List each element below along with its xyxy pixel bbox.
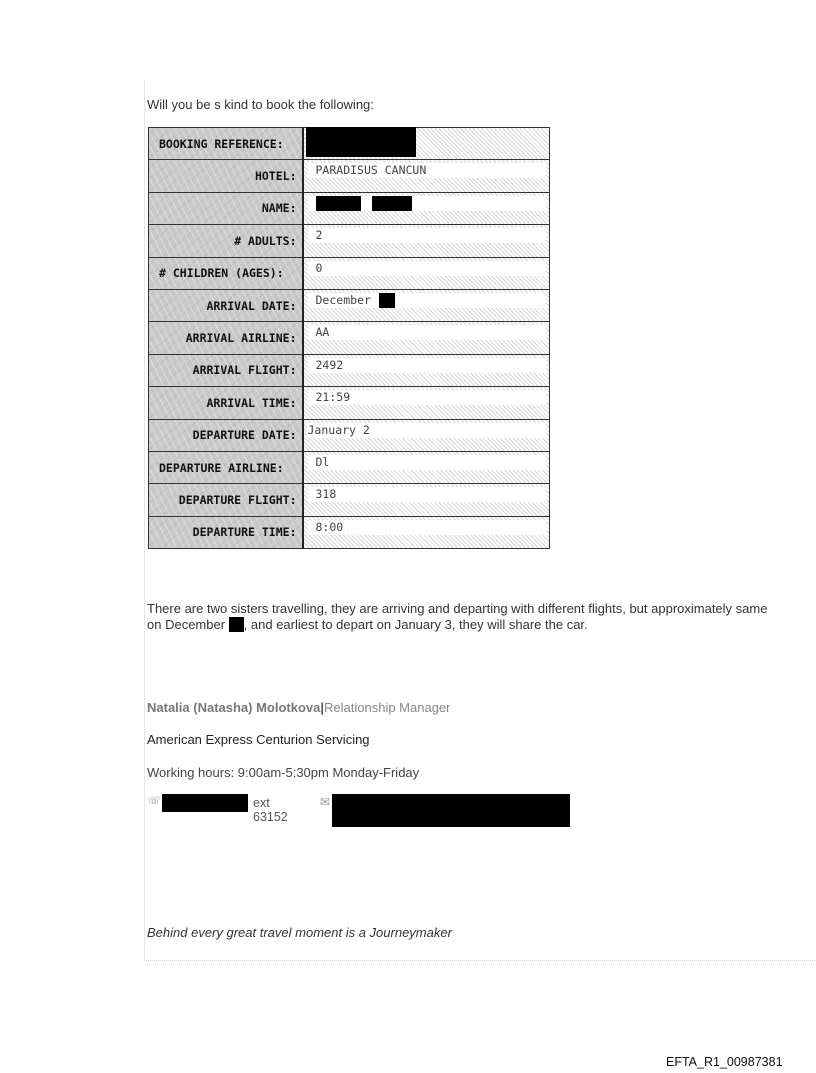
intro-text: Will you be s kind to book the following:	[147, 97, 374, 112]
departure-flight-value	[303, 484, 550, 516]
name-label: NAME:	[149, 192, 303, 224]
children-value	[303, 257, 550, 289]
arrival-airline-text: AA	[308, 325, 547, 340]
children-value-text: 0	[308, 261, 547, 276]
paragraph-line-1: There are two sisters travelling, they are arriving and departing with different flights, but approximately same	[147, 601, 768, 616]
table-row	[149, 128, 550, 160]
table-row	[149, 192, 550, 224]
name-value	[303, 192, 550, 224]
mail-icon: ✉	[320, 795, 331, 809]
adults-label: # ADULTS:	[149, 225, 303, 257]
signature-tagline: Behind every great travel moment is a Journeymaker	[147, 925, 452, 940]
booking-reference-value	[303, 128, 550, 160]
departure-airline-value	[303, 451, 550, 483]
body-paragraph	[147, 601, 767, 633]
departure-date-value	[303, 419, 550, 451]
departure-date-label: DEPARTURE DATE:	[149, 419, 303, 451]
signature-separator: |	[320, 700, 325, 715]
hotel-value	[303, 160, 550, 192]
arrival-time-value	[303, 387, 550, 419]
redaction-box	[229, 617, 244, 632]
arrival-airline-value	[303, 322, 550, 354]
table-row	[149, 322, 550, 354]
redaction-box	[332, 794, 570, 827]
departure-flight-text: 318	[308, 487, 547, 502]
table-row	[149, 419, 550, 451]
departure-date-text: January 2	[307, 423, 547, 438]
table-row	[149, 484, 550, 516]
adults-value	[303, 225, 550, 257]
table-row	[149, 516, 550, 548]
arrival-airline-label: ARRIVAL AIRLINE:	[149, 322, 303, 354]
arrival-flight-label: ARRIVAL FLIGHT:	[149, 354, 303, 386]
adults-value-text: 2	[308, 228, 547, 243]
signature-hours: Working hours: 9:00am-5:30pm Monday-Friday	[147, 765, 420, 780]
paragraph-line-2	[147, 617, 767, 633]
arrival-flight-value	[303, 354, 550, 386]
redaction-box	[372, 196, 412, 211]
table-row	[149, 160, 550, 192]
paragraph-line-2-end: , and earliest to depart on January 3, they will share the car.	[243, 617, 588, 632]
arrival-date-text: December	[315, 292, 371, 307]
table-row	[149, 257, 550, 289]
hotel-value-text: PARADISUS CANCUN	[308, 163, 547, 178]
booking-table	[148, 127, 550, 549]
table-row	[149, 387, 550, 419]
departure-airline-text: Dl	[308, 455, 547, 470]
arrival-date-value	[303, 289, 550, 321]
departure-time-label: DEPARTURE TIME:	[149, 516, 303, 548]
phone-extension: ext 63152	[253, 796, 288, 824]
table-row	[149, 289, 550, 321]
arrival-flight-text: 2492	[308, 358, 547, 373]
hotel-label: HOTEL:	[149, 160, 303, 192]
departure-flight-label: DEPARTURE FLIGHT:	[149, 484, 303, 516]
arrival-date-box	[308, 293, 547, 308]
name-value-box	[308, 196, 547, 211]
table-row	[149, 225, 550, 257]
signature-name-line	[147, 700, 450, 715]
signature-title: Relationship Manager	[324, 700, 451, 715]
table-row	[149, 354, 550, 386]
booking-reference-label: BOOKING REFERENCE:	[149, 128, 303, 160]
phone-icon: ☏	[147, 795, 161, 807]
arrival-time-label: ARRIVAL TIME:	[149, 387, 303, 419]
paragraph-line-2-start: on December	[147, 617, 226, 632]
departure-time-text: 8:00	[308, 520, 547, 535]
signature-company: American Express Centurion Servicing	[147, 732, 370, 747]
redaction-box	[379, 293, 395, 308]
arrival-date-label: ARRIVAL DATE:	[149, 289, 303, 321]
redaction-box	[306, 127, 416, 157]
children-label: # CHILDREN (AGES):	[149, 257, 303, 289]
document-id: EFTA_R1_00987381	[666, 1055, 783, 1069]
redaction-box	[316, 196, 361, 211]
departure-time-value	[303, 516, 550, 548]
table-row	[149, 451, 550, 483]
signature-name: Natalia (Natasha) Molotkova	[147, 700, 321, 715]
arrival-time-text: 21:59	[308, 390, 547, 405]
redaction-box	[162, 794, 248, 812]
departure-airline-label: DEPARTURE AIRLINE:	[149, 451, 303, 483]
